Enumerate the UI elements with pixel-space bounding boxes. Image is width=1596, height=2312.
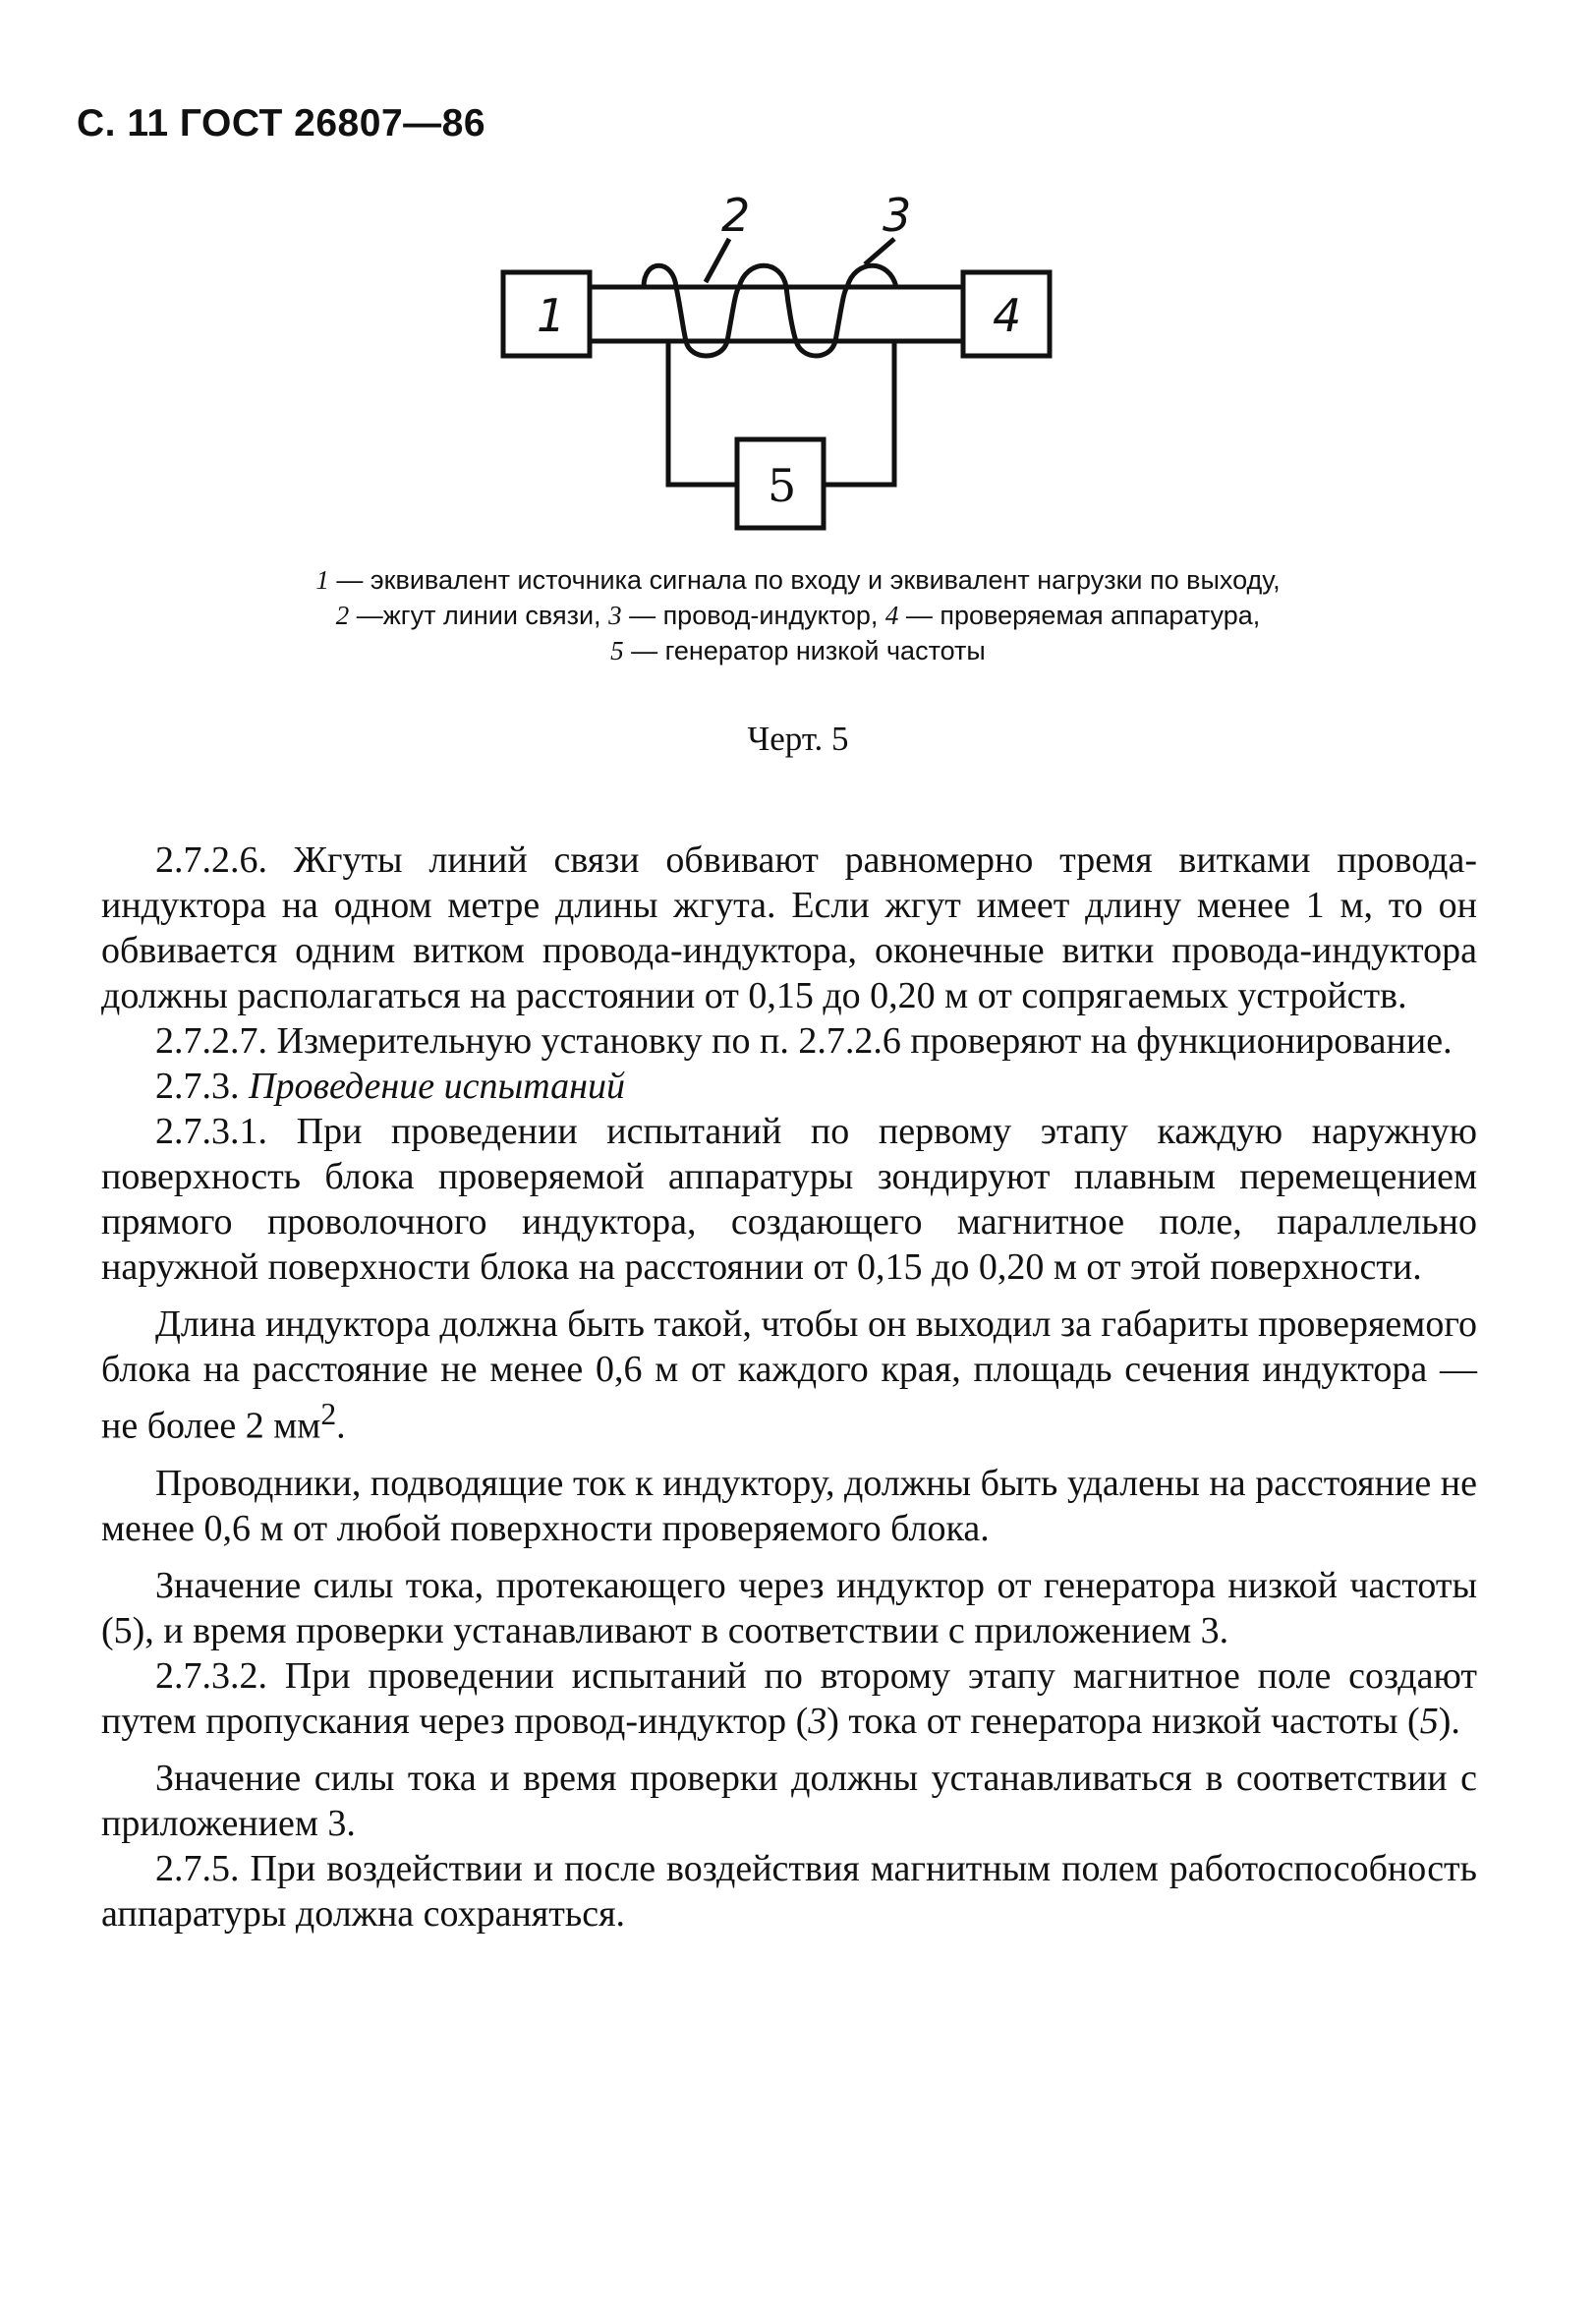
- paragraph-inductor-length: Длина индуктора должна быть такой, чтобы он выходил за габариты проверяемого блока на расстояние не менее 0,6 м от каждого края, площадь сечения индуктора — не более 2 $мм^2$.: [101, 1303, 1477, 1447]
- paragraph-2-7-3-1: 2.7.3.1. При проведении испытаний по первому этапу каждую наружную поверхность блока проверяемой аппаратуры зондируют плавным перемещением прямого проволочного индуктора, создающего магнитное поле, параллельно наружной поверхности блока на расстоянии от 0,15 до 0,20 м от этой поверхности.: [101, 1111, 1477, 1288]
- paragraph-2-7-3-2: 2.7.3.2. При проведении испытаний по второму этапу магнитное поле создают путем пропускания через провод-индуктор (3) тока от генератора низкой частоты (5).: [101, 1654, 1477, 1742]
- figure-5-diagram: [472, 182, 1101, 546]
- generator-wire-left: [668, 341, 737, 485]
- body-text: [101, 838, 1477, 1936]
- inductor-coil-5: [835, 265, 896, 341]
- inductor-coil-1: [644, 265, 676, 287]
- paragraph-conductors: Проводники, подводящие ток к индуктору, должны быть удалены на расстояние не менее 0,6 м от любой поверхности проверяемого блока.: [101, 1462, 1477, 1549]
- page-header: С. 11 ГОСТ 26807—86: [77, 102, 486, 144]
- legend-line-3: 5 — генератор низкой частоты: [610, 636, 986, 665]
- leader-2: [706, 239, 729, 282]
- paragraph-2-7-2-7: 2.7.2.7. Измерительную установку по п. 2.7.2.6 проверяют на функционирование.: [155, 1020, 1453, 1062]
- figure-legend: [98, 562, 1498, 668]
- label-2: 2: [721, 189, 751, 242]
- legend-line-2: 2 —жгут линии связи, 3 — провод-индуктор, 4 — проверяемая аппаратура,: [335, 601, 1261, 630]
- paragraph-current-value: Значение силы тока и время проверки должны устанавливаться в соответствии с приложением 3.: [101, 1757, 1477, 1844]
- block-1-label: 1: [537, 289, 566, 342]
- paragraph-current: Значение силы тока, протекающего через индуктор от генератора низкой частоты (5), и время проверки устанавливают в соответствии с приложением 3.: [101, 1564, 1477, 1651]
- figure-caption: Черт. 5: [747, 720, 849, 758]
- section-heading-2-7-3: 2.7.3. Проведение испытаний: [155, 1066, 625, 1107]
- block-5-label: 5: [768, 459, 797, 512]
- inductor-coil-2: [676, 287, 727, 356]
- paragraph-2-7-2-6: 2.7.2.6. Жгуты линий связи обвивают равномерно тремя витками провода-индуктора на одном метре длины жгута. Если жгут имеет длину менее 1 м, то он обвивается одним витком провода-индуктора, оконечные витки провода-индуктора должны располагаться на расстоянии от 0,15 до 0,20 м от сопрягаемых устройств.: [101, 839, 1477, 1016]
- generator-wire-right: [824, 341, 894, 485]
- inductor-coil-4: [786, 287, 835, 356]
- circuit-diagram: [472, 182, 1101, 546]
- paragraph-2-7-5: 2.7.5. При воздействии и после воздействия магнитным полем работоспособность аппаратуры должна сохраняться.: [101, 1847, 1477, 1935]
- inductor-coil-3: [727, 265, 786, 341]
- legend-line-1: 1 — эквивалент источника сигнала по входу и эквивалент нагрузки по выходу,: [315, 565, 1281, 595]
- leader-3: [865, 239, 894, 264]
- label-3: 3: [883, 189, 912, 242]
- block-4-label: 4: [993, 289, 1022, 342]
